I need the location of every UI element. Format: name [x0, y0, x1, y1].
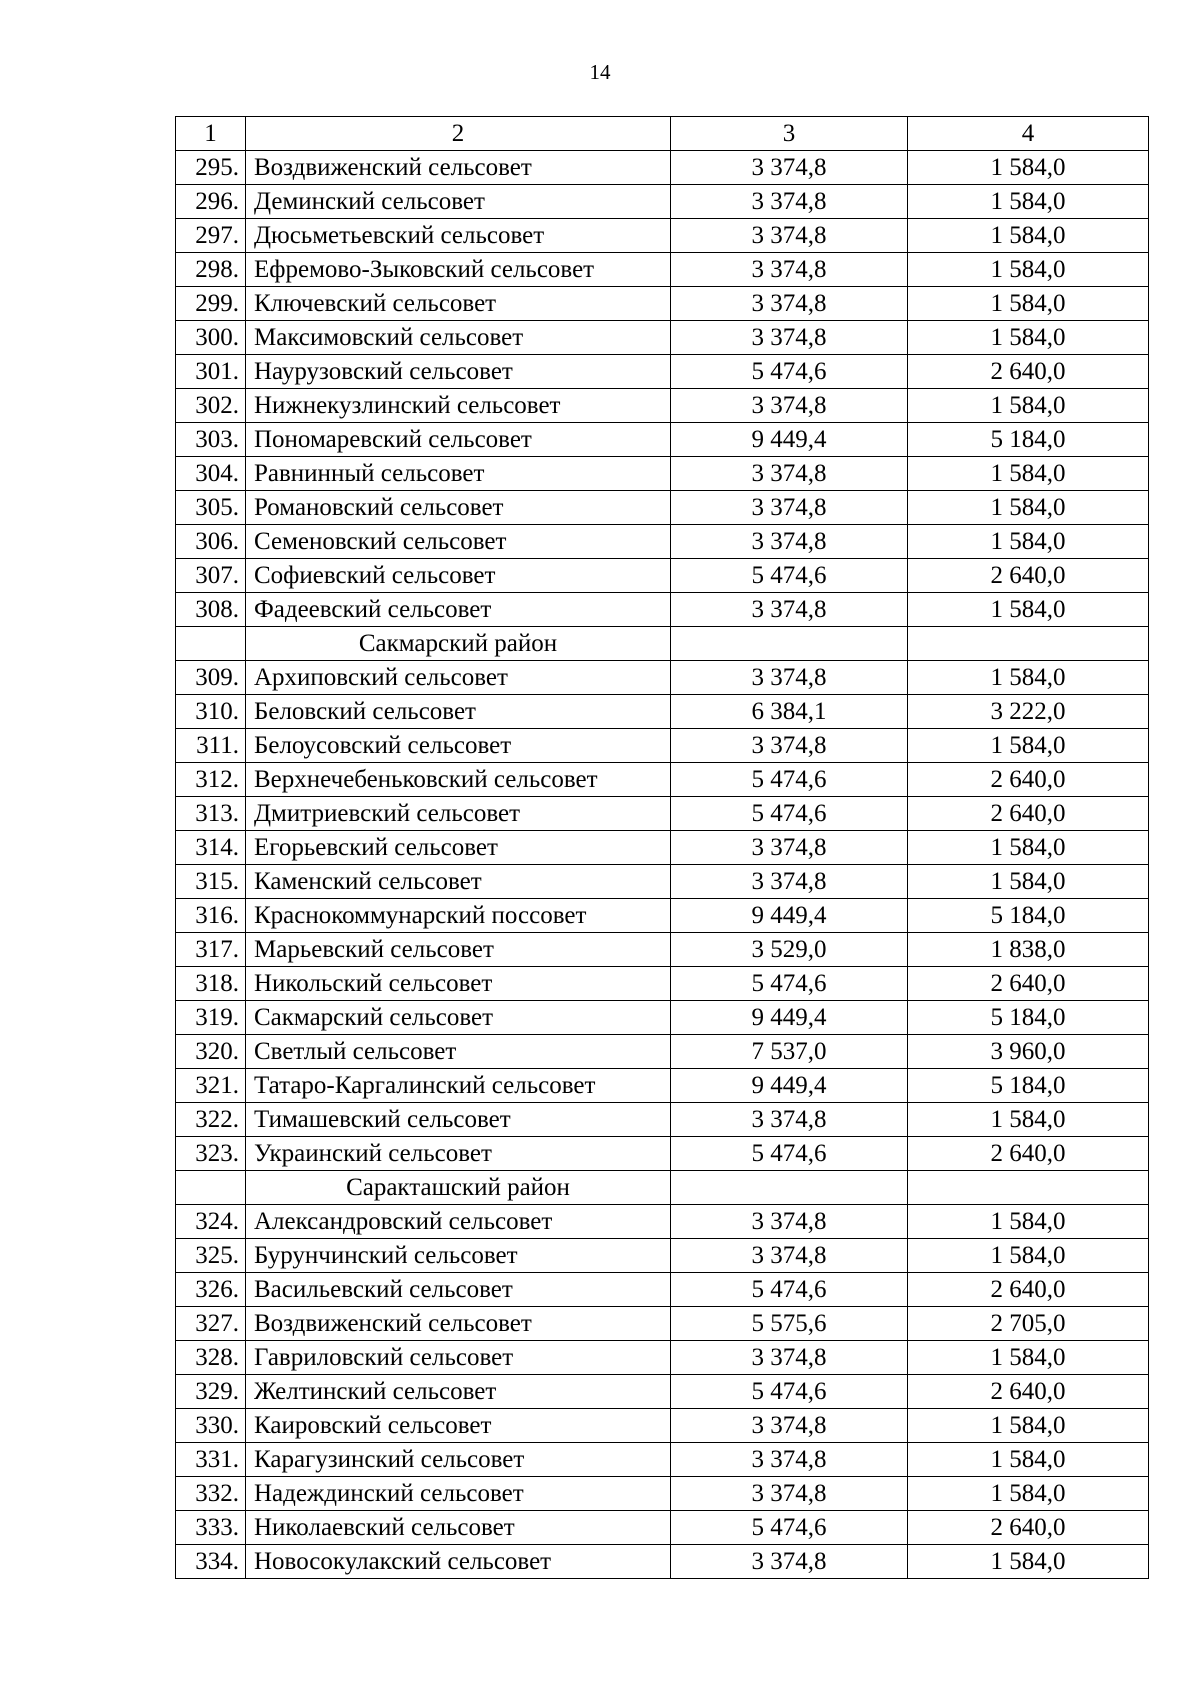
row-number-cell: 328. [176, 1341, 246, 1375]
table-row [176, 933, 1149, 967]
value-col-4-cell: 1 584,0 [908, 287, 1149, 321]
table-row [176, 1409, 1149, 1443]
allocation-table [175, 116, 1149, 1579]
value-col-4-cell: 2 640,0 [908, 1137, 1149, 1171]
table-row [176, 287, 1149, 321]
value-col-3-cell: 5 474,6 [671, 797, 908, 831]
settlement-name-cell: Надеждинский сельсовет [246, 1477, 671, 1511]
row-number-cell: 316. [176, 899, 246, 933]
value-col-3-cell: 3 374,8 [671, 457, 908, 491]
value-col-4-cell: 2 640,0 [908, 559, 1149, 593]
value-col-4-cell: 2 640,0 [908, 797, 1149, 831]
row-number-cell: 320. [176, 1035, 246, 1069]
value-col-4-cell: 1 584,0 [908, 865, 1149, 899]
row-number-cell: 325. [176, 1239, 246, 1273]
settlement-name-cell: Васильевский сельсовет [246, 1273, 671, 1307]
settlement-name-cell: Тимашевский сельсовет [246, 1103, 671, 1137]
value-col-4-cell: 1 584,0 [908, 151, 1149, 185]
value-col-4-cell: 1 584,0 [908, 1341, 1149, 1375]
table-row [176, 1205, 1149, 1239]
table-row [176, 661, 1149, 695]
value-col-3-cell: 3 374,8 [671, 661, 908, 695]
header-col-2: 2 [246, 117, 671, 151]
header-col-4: 4 [908, 117, 1149, 151]
value-col-4-cell: 1 584,0 [908, 491, 1149, 525]
row-number-cell: 315. [176, 865, 246, 899]
row-number-cell: 309. [176, 661, 246, 695]
value-col-3-cell: 5 474,6 [671, 355, 908, 389]
row-number-cell: 305. [176, 491, 246, 525]
value-col-3-cell: 5 474,6 [671, 1137, 908, 1171]
table-row [176, 185, 1149, 219]
value-col-4-cell [908, 627, 1149, 661]
settlement-name-cell: Каменский сельсовет [246, 865, 671, 899]
value-col-3-cell: 7 537,0 [671, 1035, 908, 1069]
table-row [176, 1137, 1149, 1171]
value-col-3-cell: 3 374,8 [671, 151, 908, 185]
settlement-name-cell: Фадеевский сельсовет [246, 593, 671, 627]
value-col-3-cell: 5 474,6 [671, 559, 908, 593]
row-number-cell: 311. [176, 729, 246, 763]
settlement-name-cell: Белоусовский сельсовет [246, 729, 671, 763]
value-col-4-cell: 2 640,0 [908, 763, 1149, 797]
settlement-name-cell: Николаевский сельсовет [246, 1511, 671, 1545]
value-col-4-cell: 1 584,0 [908, 593, 1149, 627]
row-number-cell: 329. [176, 1375, 246, 1409]
row-number-cell: 317. [176, 933, 246, 967]
row-number-cell: 322. [176, 1103, 246, 1137]
value-col-4-cell: 1 584,0 [908, 219, 1149, 253]
table-row [176, 1001, 1149, 1035]
settlement-name-cell: Наурузовский сельсовет [246, 355, 671, 389]
value-col-4-cell: 1 584,0 [908, 1443, 1149, 1477]
row-number-cell: 308. [176, 593, 246, 627]
value-col-4-cell: 1 584,0 [908, 321, 1149, 355]
table-row [176, 457, 1149, 491]
value-col-3-cell: 3 374,8 [671, 1443, 908, 1477]
row-number-cell: 306. [176, 525, 246, 559]
table-row [176, 1341, 1149, 1375]
table-row [176, 729, 1149, 763]
row-number-cell: 299. [176, 287, 246, 321]
table-row [176, 151, 1149, 185]
value-col-4-cell: 2 640,0 [908, 1375, 1149, 1409]
settlement-name-cell: Воздвиженский сельсовет [246, 1307, 671, 1341]
settlement-name-cell: Егорьевский сельсовет [246, 831, 671, 865]
table-row [176, 1103, 1149, 1137]
value-col-4-cell: 1 584,0 [908, 253, 1149, 287]
value-col-4-cell: 1 584,0 [908, 1477, 1149, 1511]
settlement-name-cell: Александровский сельсовет [246, 1205, 671, 1239]
settlement-name-cell: Каировский сельсовет [246, 1409, 671, 1443]
value-col-4-cell: 1 584,0 [908, 457, 1149, 491]
row-number-cell: 303. [176, 423, 246, 457]
row-number-cell: 321. [176, 1069, 246, 1103]
settlement-name-cell: Софиевский сельсовет [246, 559, 671, 593]
value-col-4-cell: 5 184,0 [908, 1069, 1149, 1103]
settlement-name-cell: Желтинский сельсовет [246, 1375, 671, 1409]
value-col-4-cell: 1 584,0 [908, 1205, 1149, 1239]
settlement-name-cell: Нижнекузлинский сельсовет [246, 389, 671, 423]
value-col-3-cell: 3 374,8 [671, 287, 908, 321]
row-number-cell: 295. [176, 151, 246, 185]
value-col-3-cell: 3 374,8 [671, 185, 908, 219]
table-row [176, 865, 1149, 899]
table-row [176, 899, 1149, 933]
page-number: 14 [589, 60, 611, 84]
value-col-4-cell: 3 222,0 [908, 695, 1149, 729]
settlement-name-cell: Новосокулакский сельсовет [246, 1545, 671, 1579]
value-col-4-cell: 2 640,0 [908, 355, 1149, 389]
value-col-4-cell: 2 705,0 [908, 1307, 1149, 1341]
settlement-name-cell: Максимовский сельсовет [246, 321, 671, 355]
value-col-3-cell: 3 374,8 [671, 1103, 908, 1137]
value-col-3-cell: 5 474,6 [671, 1375, 908, 1409]
row-number-cell: 326. [176, 1273, 246, 1307]
value-col-3-cell: 3 374,8 [671, 253, 908, 287]
value-col-4-cell: 1 584,0 [908, 1239, 1149, 1273]
settlement-name-cell: Архиповский сельсовет [246, 661, 671, 695]
value-col-4-cell: 3 960,0 [908, 1035, 1149, 1069]
value-col-4-cell: 1 584,0 [908, 389, 1149, 423]
row-number-cell [176, 627, 246, 661]
row-number-cell: 296. [176, 185, 246, 219]
value-col-3-cell: 9 449,4 [671, 423, 908, 457]
settlement-name-cell: Сакмарский сельсовет [246, 1001, 671, 1035]
value-col-3-cell: 3 374,8 [671, 865, 908, 899]
header-col-3: 3 [671, 117, 908, 151]
row-number-cell: 313. [176, 797, 246, 831]
row-number-cell: 334. [176, 1545, 246, 1579]
row-number-cell: 331. [176, 1443, 246, 1477]
value-col-4-cell: 1 584,0 [908, 1409, 1149, 1443]
value-col-3-cell: 5 474,6 [671, 1273, 908, 1307]
value-col-3-cell: 3 374,8 [671, 219, 908, 253]
row-number-cell: 333. [176, 1511, 246, 1545]
row-number-cell: 323. [176, 1137, 246, 1171]
value-col-3-cell: 3 374,8 [671, 525, 908, 559]
row-number-cell: 304. [176, 457, 246, 491]
value-col-4-cell [908, 1171, 1149, 1205]
settlement-name-cell: Беловский сельсовет [246, 695, 671, 729]
settlement-name-cell: Ключевский сельсовет [246, 287, 671, 321]
settlement-name-cell: Дюсьметьевский сельсовет [246, 219, 671, 253]
settlement-name-cell: Краснокоммунарский поссовет [246, 899, 671, 933]
value-col-4-cell: 5 184,0 [908, 423, 1149, 457]
row-number-cell: 324. [176, 1205, 246, 1239]
value-col-4-cell: 5 184,0 [908, 1001, 1149, 1035]
header-col-1: 1 [176, 117, 246, 151]
row-number-cell [176, 1171, 246, 1205]
district-name-cell: Сакмарский район [246, 627, 671, 661]
value-col-3-cell: 3 374,8 [671, 1477, 908, 1511]
table-row [176, 1477, 1149, 1511]
table-row [176, 593, 1149, 627]
table-header-row [176, 117, 1149, 151]
value-col-4-cell: 2 640,0 [908, 1511, 1149, 1545]
value-col-3-cell [671, 627, 908, 661]
value-col-3-cell: 3 529,0 [671, 933, 908, 967]
value-col-3-cell: 5 474,6 [671, 1511, 908, 1545]
row-number-cell: 307. [176, 559, 246, 593]
table-row [176, 967, 1149, 1001]
table-row [176, 423, 1149, 457]
value-col-3-cell: 9 449,4 [671, 1001, 908, 1035]
row-number-cell: 312. [176, 763, 246, 797]
settlement-name-cell: Семеновский сельсовет [246, 525, 671, 559]
value-col-4-cell: 1 584,0 [908, 1545, 1149, 1579]
value-col-3-cell: 3 374,8 [671, 593, 908, 627]
value-col-4-cell: 2 640,0 [908, 1273, 1149, 1307]
row-number-cell: 330. [176, 1409, 246, 1443]
value-col-4-cell: 1 584,0 [908, 525, 1149, 559]
row-number-cell: 319. [176, 1001, 246, 1035]
settlement-name-cell: Воздвиженский сельсовет [246, 151, 671, 185]
value-col-3-cell: 5 575,6 [671, 1307, 908, 1341]
table-row [176, 1069, 1149, 1103]
table-row [176, 1511, 1149, 1545]
settlement-name-cell: Дмитриевский сельсовет [246, 797, 671, 831]
value-col-3-cell: 3 374,8 [671, 1545, 908, 1579]
settlement-name-cell: Равнинный сельсовет [246, 457, 671, 491]
allocation-table-container [175, 116, 1149, 1579]
value-col-4-cell: 1 584,0 [908, 831, 1149, 865]
table-row [176, 219, 1149, 253]
table-row [176, 1239, 1149, 1273]
table-row [176, 389, 1149, 423]
value-col-4-cell: 1 584,0 [908, 661, 1149, 695]
district-name-cell: Саракташский район [246, 1171, 671, 1205]
row-number-cell: 302. [176, 389, 246, 423]
value-col-3-cell: 5 474,6 [671, 967, 908, 1001]
settlement-name-cell: Романовский сельсовет [246, 491, 671, 525]
value-col-3-cell: 3 374,8 [671, 1239, 908, 1273]
settlement-name-cell: Украинский сельсовет [246, 1137, 671, 1171]
value-col-3-cell: 5 474,6 [671, 763, 908, 797]
row-number-cell: 301. [176, 355, 246, 389]
table-row [176, 321, 1149, 355]
row-number-cell: 310. [176, 695, 246, 729]
table-row [176, 831, 1149, 865]
value-col-4-cell: 1 584,0 [908, 185, 1149, 219]
table-row [176, 1035, 1149, 1069]
table-row [176, 1307, 1149, 1341]
row-number-cell: 298. [176, 253, 246, 287]
row-number-cell: 327. [176, 1307, 246, 1341]
table-row [176, 355, 1149, 389]
value-col-3-cell [671, 1171, 908, 1205]
table-row [176, 1545, 1149, 1579]
district-header-row [176, 627, 1149, 661]
settlement-name-cell: Ефремово-Зыковский сельсовет [246, 253, 671, 287]
settlement-name-cell: Никольский сельсовет [246, 967, 671, 1001]
value-col-3-cell: 9 449,4 [671, 1069, 908, 1103]
settlement-name-cell: Пономаревский сельсовет [246, 423, 671, 457]
settlement-name-cell: Светлый сельсовет [246, 1035, 671, 1069]
value-col-3-cell: 9 449,4 [671, 899, 908, 933]
value-col-4-cell: 1 584,0 [908, 729, 1149, 763]
value-col-3-cell: 3 374,8 [671, 1341, 908, 1375]
row-number-cell: 318. [176, 967, 246, 1001]
value-col-3-cell: 6 384,1 [671, 695, 908, 729]
settlement-name-cell: Бурунчинский сельсовет [246, 1239, 671, 1273]
table-row [176, 491, 1149, 525]
value-col-4-cell: 5 184,0 [908, 899, 1149, 933]
value-col-3-cell: 3 374,8 [671, 321, 908, 355]
table-body [176, 151, 1149, 1579]
settlement-name-cell: Деминский сельсовет [246, 185, 671, 219]
settlement-name-cell: Гавриловский сельсовет [246, 1341, 671, 1375]
value-col-3-cell: 3 374,8 [671, 831, 908, 865]
row-number-cell: 297. [176, 219, 246, 253]
settlement-name-cell: Марьевский сельсовет [246, 933, 671, 967]
table-row [176, 1273, 1149, 1307]
table-row [176, 695, 1149, 729]
row-number-cell: 314. [176, 831, 246, 865]
settlement-name-cell: Карагузинский сельсовет [246, 1443, 671, 1477]
value-col-3-cell: 3 374,8 [671, 1409, 908, 1443]
table-row [176, 763, 1149, 797]
value-col-3-cell: 3 374,8 [671, 1205, 908, 1239]
row-number-cell: 332. [176, 1477, 246, 1511]
table-row [176, 559, 1149, 593]
value-col-4-cell: 2 640,0 [908, 967, 1149, 1001]
value-col-3-cell: 3 374,8 [671, 729, 908, 763]
district-header-row [176, 1171, 1149, 1205]
value-col-3-cell: 3 374,8 [671, 389, 908, 423]
table-row [176, 253, 1149, 287]
table-row [176, 525, 1149, 559]
table-row [176, 797, 1149, 831]
settlement-name-cell: Верхнечебеньковский сельсовет [246, 763, 671, 797]
table-row [176, 1375, 1149, 1409]
settlement-name-cell: Татаро-Каргалинский сельсовет [246, 1069, 671, 1103]
value-col-3-cell: 3 374,8 [671, 491, 908, 525]
table-row [176, 1443, 1149, 1477]
value-col-4-cell: 1 584,0 [908, 1103, 1149, 1137]
value-col-4-cell: 1 838,0 [908, 933, 1149, 967]
row-number-cell: 300. [176, 321, 246, 355]
